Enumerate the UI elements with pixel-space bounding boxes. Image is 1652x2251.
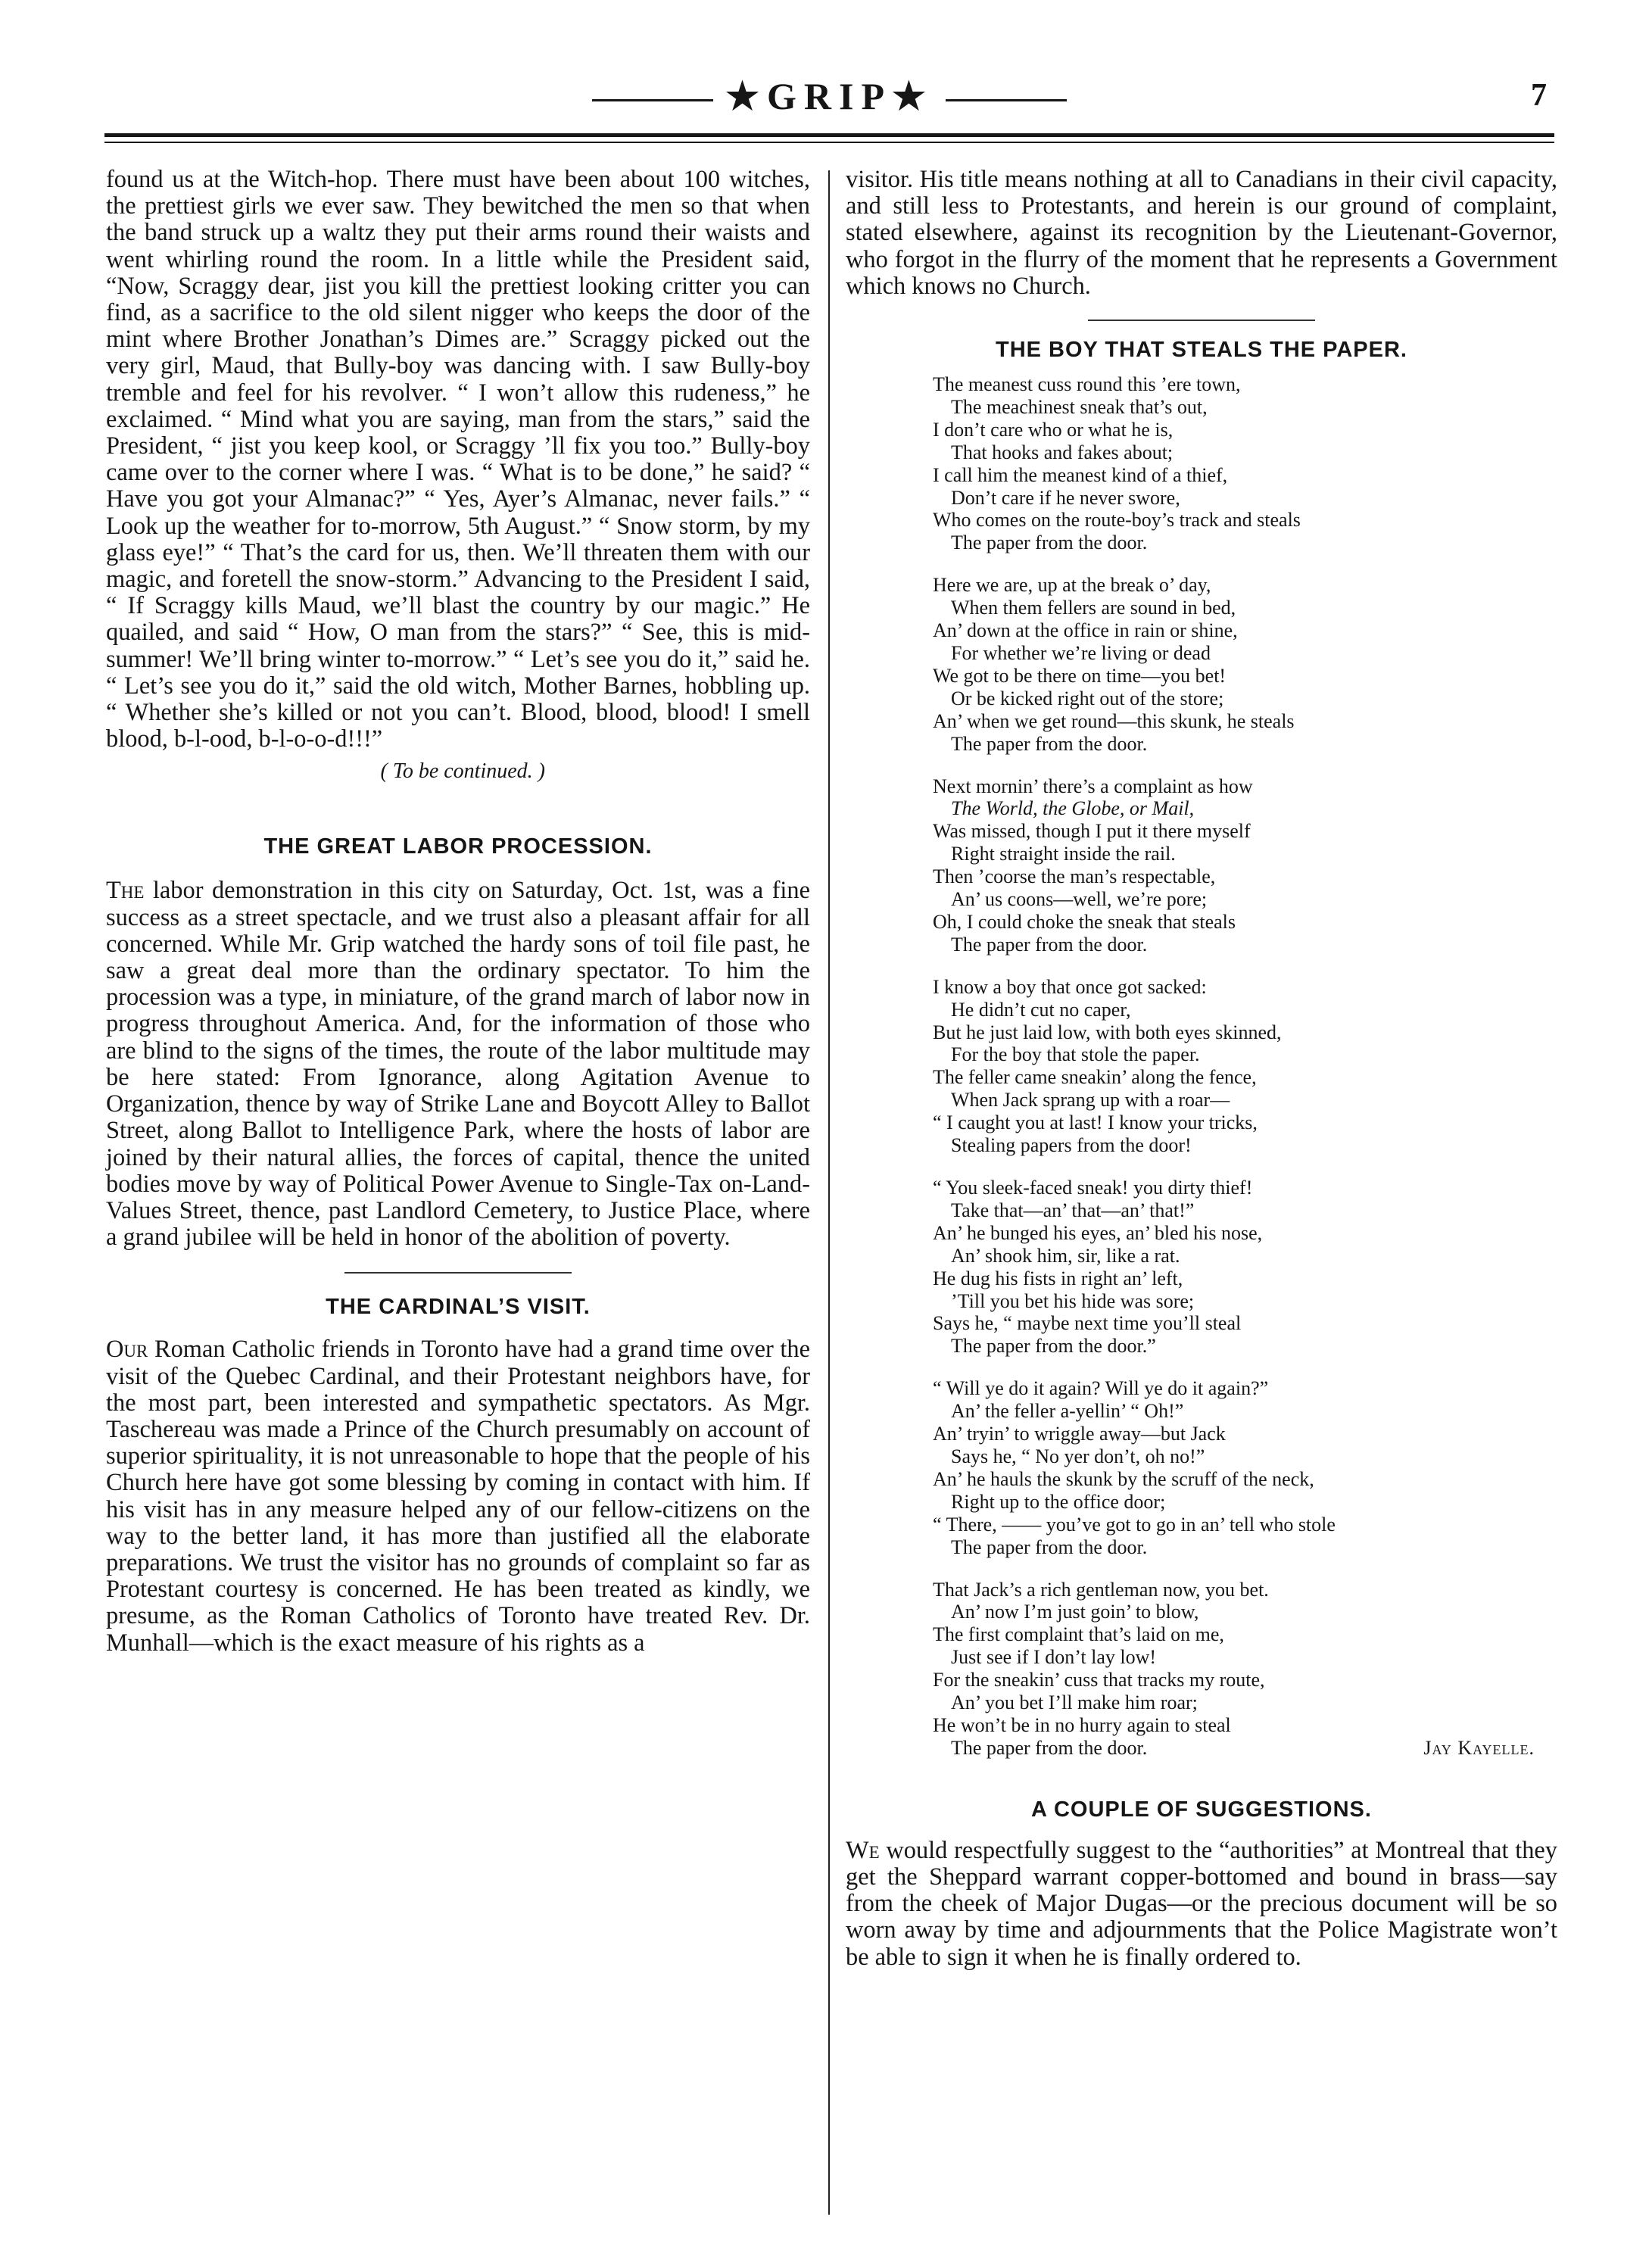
suggestions-body: would respectfully suggest to the “authorities” at Montreal that they get the Sheppard warrant copper-bottomed and bound in brass—say from the cheek of Major Dugas—or the precious document will be so worn away by time and adjournments that the Police Magistrate won’t be able to sign it when he is finally ordered to. bbox=[846, 1836, 1557, 1971]
poem-line: An’ tryin’ to wriggle away—but Jack bbox=[933, 1423, 1226, 1445]
poem-line: Right straight inside the rail. bbox=[951, 843, 1176, 865]
cardinal-visit-article bbox=[106, 1336, 810, 1656]
poem-signature: Jay Kayelle. bbox=[1423, 1736, 1535, 1759]
poem-line: Says he, “ No yer don’t, oh no!” bbox=[951, 1445, 1205, 1467]
poem-line: When Jack sprang up with a roar— bbox=[951, 1089, 1230, 1111]
cardinal-visit-title: THE CARDINAL’S VISIT. bbox=[326, 1295, 591, 1320]
poem-stanza bbox=[925, 775, 1557, 956]
poem-stanza bbox=[925, 1177, 1557, 1358]
poem-line: Then ’coorse the man’s respectable, bbox=[933, 865, 1216, 888]
poem-stanza bbox=[925, 1377, 1557, 1558]
poem-line: We got to be there on time—you bet! bbox=[933, 664, 1227, 687]
poem-line: I call him the meanest kind of a thief, bbox=[933, 463, 1228, 486]
poem-line: An’ shook him, sir, like a rat. bbox=[951, 1244, 1180, 1267]
poem-line: That hooks and fakes about; bbox=[951, 441, 1174, 463]
poem-line: That Jack’s a rich gentleman now, you bet. bbox=[933, 1578, 1269, 1601]
poem-stanza bbox=[925, 373, 1557, 554]
labor-procession-title: THE GREAT LABOR PROCESSION. bbox=[263, 834, 653, 859]
poem bbox=[846, 373, 1557, 1760]
poem-line: Or be kicked right out of the store; bbox=[951, 687, 1224, 709]
poem-line: For the sneakin’ cuss that tracks my route, bbox=[933, 1669, 1265, 1691]
poem-line: ’Till you bet his hide was sore; bbox=[951, 1289, 1195, 1312]
suggestions-article bbox=[846, 1838, 1557, 1971]
poem-line bbox=[925, 1737, 1557, 1760]
column-divider bbox=[828, 170, 830, 2215]
poem-line: Stealing papers from the door! bbox=[951, 1134, 1192, 1157]
poem-line: The World, the Globe, or Mail, bbox=[951, 797, 1195, 820]
header-rule-thin bbox=[104, 142, 1554, 143]
poem-line: For the boy that stole the paper. bbox=[951, 1043, 1200, 1066]
cardinal-visit-body: Roman Catholic friends in Toronto have had a grand time over the visit of the Quebec Cardinal, and their Protestant neighbors have, for the most part, been interested and sympathetic spectators. As Mgr. Taschereau was made a Prince of the Church presumably on account of superior spirituality, it is not unreasonable to hope that the people of his Church here have got some blessing by coming in contact with him. If his visit has in any measure helped any of our fellow-citizens on the way to the better land, it has more than justified all the elaborate preparations. We trust the visitor has no grounds of complaint so far as Protestant courtesy is concerned. He has been treated as kindly, we presume, as the Roman Catholics of Toronto have treated Rev. Dr. Munhall—which is the exact measure of his rights as a bbox=[106, 1336, 810, 1657]
cardinal-lead-word: Our bbox=[106, 1336, 148, 1364]
poem-line: An’ now I’m just goin’ to blow, bbox=[951, 1601, 1199, 1623]
labor-procession-body: labor demonstration in this city on Saturday, Oct. 1st, was a fine success as a street spectacle, and we trust also a pleasant affair for all concerned. While Mr. Grip watched the hardy sons of toil file past, he saw a great deal more than the ordinary spectator. To him the procession was a type, in miniature, of the grand march of labor now in progress throughout America. And, for the information of those who are blind to the signs of the times, the route of the labor multitude may be here stated: From Ignorance, along Agitation Avenue to Organization, thence by way of Strike Lane and Boycott Alley to Ballot Street, along Ballot to Intelligence Park, where the hosts of labor are joined by their natural allies, the forces of capital, thence the united bodies move by way of Political Power Avenue to Single-Tax on-Land-Values Street, thence, past Landlord Cemetery, to Justice Place, where a grand jubilee will be held in honor of the abolition of poverty. bbox=[106, 877, 810, 1252]
left-column bbox=[106, 167, 810, 1657]
poem-stanza bbox=[925, 976, 1557, 1157]
poem-line: Who comes on the route-boy’s track and steals bbox=[933, 509, 1301, 532]
labor-procession-article bbox=[106, 878, 810, 1251]
poem-line: Don’t care if he never swore, bbox=[951, 486, 1180, 509]
to-be-continued: ( To be continued. ) bbox=[380, 759, 545, 784]
poem-stanza bbox=[925, 574, 1557, 755]
poem-line: He won’t be in no hurry again to steal bbox=[933, 1713, 1231, 1736]
poem-line: The paper from the door. bbox=[951, 1535, 1148, 1558]
poem-line: An’ you bet I’ll make him roar; bbox=[951, 1691, 1198, 1714]
poem-line: Just see if I don’t lay low! bbox=[951, 1646, 1157, 1669]
suggestions-lead-word: We bbox=[846, 1836, 880, 1864]
poem-line: The paper from the door. bbox=[951, 933, 1148, 956]
poem-line: Here we are, up at the break o’ day, bbox=[933, 574, 1211, 597]
poem-line: The meachinest sneak that’s out, bbox=[951, 395, 1208, 418]
poem-line: But he just laid low, with both eyes skinned, bbox=[933, 1021, 1282, 1043]
poem-line: The paper from the door.” bbox=[951, 1335, 1156, 1358]
right-column bbox=[846, 167, 1557, 1971]
poem-line: Was missed, though I put it there myself bbox=[933, 820, 1251, 843]
masthead: ★GRIP★ bbox=[104, 74, 1554, 118]
poem-line: An’ when we get round—this skunk, he steals bbox=[933, 709, 1295, 732]
poem-stanza bbox=[925, 1579, 1557, 1760]
poem-line: Oh, I could choke the sneak that steals bbox=[933, 910, 1236, 933]
poem-line: Says he, “ maybe next time you’ll steal bbox=[933, 1312, 1242, 1335]
header-rule-thick bbox=[104, 133, 1554, 137]
page-header bbox=[104, 65, 1554, 133]
masthead-title: GRIP bbox=[767, 75, 892, 117]
poem-line: I don’t care who or what he is, bbox=[933, 418, 1174, 441]
masthead-rule-left bbox=[592, 99, 713, 101]
poem-line: An’ down at the office in rain or shine, bbox=[933, 619, 1238, 642]
poem-line: “ There, —— you’ve got to go in an’ tell who stole bbox=[933, 1513, 1336, 1535]
poem-line: “ You sleek-faced sneak! you dirty thief! bbox=[933, 1177, 1253, 1199]
poem-line: An’ he hauls the skunk by the scruff of the neck, bbox=[933, 1467, 1314, 1490]
poem-line: The meanest cuss round this ’ere town, bbox=[933, 373, 1241, 396]
poem-title: THE BOY THAT STEALS THE PAPER. bbox=[996, 338, 1407, 363]
poem-line: An’ us coons—well, we’re pore; bbox=[951, 888, 1208, 911]
poem-last-line: The paper from the door. bbox=[951, 1736, 1148, 1759]
story-continuation: found us at the Witch-hop. There must have been about 100 witches, the prettiest girls we ever saw. They bewitched the men so that when the band struck up a waltz they put their arms round their waists and went whirling round the room. In a little while the President said, “Now, Scraggy dear, jist you kill the prettiest looking critter you can find, as a sacrifice to the old silent nigger who keeps the door of the mint where Brother Jonathan’s Dimes are.” Scraggy picked out the very girl, Maud, that Bully-boy was dancing with. I saw Bully-boy tremble and feel for his revolver. “ I won’t allow this rudeness,” he exclaimed. “ Mind what you are saying, man from the stars,” said the President, “ jist you keep kool, or Scraggy ’ll fix you too.” Bully-boy came over to the corner where I was. “ What is to be done,” he said? “ Have you got your Almanac?” “ Yes, Ayer’s Almanac, never fails.” “ Look up the weather for to-morrow, 5th August.” “ Snow storm, by my glass eye!” “ That’s the card for us, then. We’ll threaten them with our magic, and foretell the snow-storm.” Advancing to the President I said, “ If Scraggy kills Maud, we’ll blast the country by our magic.” He quailed, and said “ How, O man from the stars?” “ See, this is mid-summer! We’ll bring winter to-morrow.” “ Let’s see you do it,” said he. “ Let’s see you do it,” said the old witch, Mother Barnes, hobbling up. “ Whether she’s killed or not you can’t. Blood, blood, blood! I smell blood, b-l-ood, b-l-o-o-d!!!” bbox=[106, 166, 810, 753]
poem-line: The paper from the door. bbox=[951, 732, 1148, 755]
poem-line: Take that—an’ that—an’ that!” bbox=[951, 1199, 1195, 1221]
poem-line: “ I caught you at last! I know your tricks, bbox=[933, 1111, 1258, 1134]
page-number: 7 bbox=[1531, 78, 1547, 113]
suggestions-title: A COUPLE OF SUGGESTIONS. bbox=[1031, 1797, 1372, 1822]
poem-line: The first complaint that’s laid on me, bbox=[933, 1623, 1224, 1646]
poem-line: The paper from the door. bbox=[951, 532, 1148, 554]
poem-line: Right up to the office door; bbox=[951, 1490, 1166, 1513]
poem-line: When them fellers are sound in bed, bbox=[951, 597, 1236, 619]
cardinal-visit-continuation: visitor. His title means nothing at all to Canadians in their civil capacity, and still less to Protestants, and herein is our ground of complaint, stated elsewhere, against its recognition by the Lieutenant-Governor, who forgot in the flurry of the moment that he represents a Government which knows no Church. bbox=[846, 166, 1557, 300]
poem-line: “ Will ye do it again? Will ye do it again?” bbox=[933, 1377, 1269, 1400]
poem-line: Next mornin’ there’s a complaint as how bbox=[933, 775, 1253, 797]
poem-line: He dug his fists in right an’ left, bbox=[933, 1267, 1183, 1289]
poem-line: An’ he bunged his eyes, an’ bled his nose, bbox=[933, 1221, 1263, 1244]
masthead-rule-right bbox=[946, 99, 1067, 101]
poem-line: For whether we’re living or dead bbox=[951, 641, 1211, 664]
poem-line: The feller came sneakin’ along the fence, bbox=[933, 1066, 1257, 1089]
labor-lead-word: The bbox=[106, 877, 145, 905]
poem-line: He didn’t cut no caper, bbox=[951, 998, 1131, 1021]
poem-line: I know a boy that once got sacked: bbox=[933, 975, 1207, 998]
poem-line: An’ the feller a-yellin’ “ Oh!” bbox=[951, 1400, 1184, 1423]
